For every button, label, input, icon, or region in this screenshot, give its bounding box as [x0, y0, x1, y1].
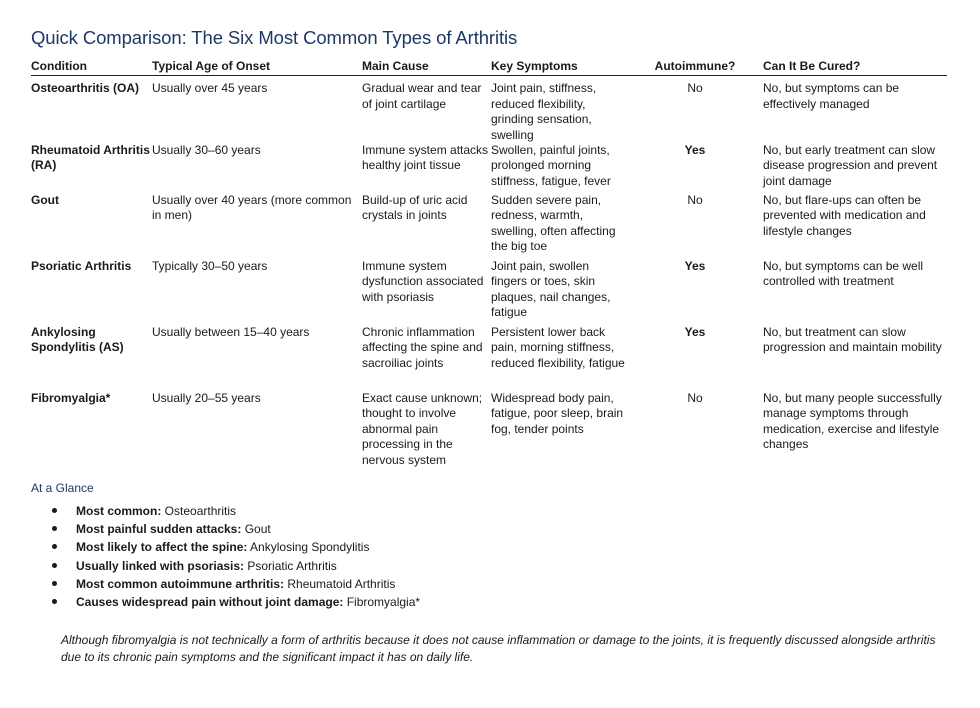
list-item	[52, 502, 420, 520]
bullet-icon	[52, 508, 57, 513]
column-header-cause: Main Cause	[362, 57, 491, 76]
bullet-icon	[52, 544, 57, 549]
cell-autoimmune: No	[687, 193, 703, 208]
comparison-table	[31, 57, 947, 468]
list-item-value: Osteoarthritis	[161, 504, 237, 518]
list-item-value: Rheumatoid Arthritis	[284, 576, 396, 591]
footnote: Although fibromyalgia is not technically a form of arthritis because it does not cause inflammation or damage to the joints, it is frequently discussed alongside arthritis due to its chronic pain symptoms and the significant impact it has on daily life.	[61, 633, 936, 664]
cell-condition: Ankylosing Spondylitis (AS)	[31, 325, 124, 355]
cell-symptoms: Sudden severe pain, redness, warmth, swelling, often affecting the big toe	[491, 193, 616, 254]
cell-cured: No, but symptoms can be effectively managed	[763, 81, 900, 111]
table-row	[31, 143, 947, 193]
table-row	[31, 193, 947, 259]
cell-cause: Exact cause unknown; thought to involve abnormal pain processing in the nervous system	[362, 391, 483, 467]
table-row	[31, 259, 947, 325]
cell-age: Usually 30–60 years	[152, 143, 261, 158]
cell-cause: Gradual wear and tear of joint cartilage	[362, 81, 482, 111]
cell-cause: Build-up of uric acid crystals in joints	[362, 193, 468, 223]
table-row	[31, 76, 947, 143]
cell-symptoms: Swollen, painful joints, prolonged morning stiffness, fatigue, fever	[491, 143, 611, 188]
column-header-autoimmune: Autoimmune?	[627, 57, 763, 76]
column-header-age: Typical Age of Onset	[152, 57, 362, 76]
cell-condition: Rheumatoid Arthritis (RA)	[31, 143, 150, 173]
bullet-icon	[52, 581, 57, 586]
list-item	[52, 575, 420, 593]
list-item-value: Ankylosing Spondylitis	[247, 540, 370, 555]
column-header-symptoms: Key Symptoms	[491, 57, 627, 76]
cell-symptoms: Persistent lower back pain, morning stiffness, reduced flexibility, fatigue	[491, 325, 625, 370]
cell-autoimmune: Yes	[684, 143, 706, 158]
list-item-label: Most common autoimmune arthritis:	[76, 576, 285, 591]
cell-age: Usually over 40 years (more common in men)	[152, 193, 352, 223]
list-item-label: Most common:	[76, 504, 162, 518]
cell-condition: Gout	[31, 193, 59, 208]
cell-age: Usually over 45 years	[152, 81, 268, 96]
at-a-glance-heading: At a Glance	[31, 481, 94, 495]
bullet-icon	[52, 526, 57, 531]
list-item-value: Psoriatic Arthritis	[244, 558, 337, 573]
cell-cured: No, but treatment can slow progression and maintain mobility	[763, 325, 942, 355]
cell-cured: No, but flare-ups can often be prevented with medication and lifestyle changes	[763, 193, 926, 238]
cell-cause: Immune system dysfunction associated with psoriasis	[362, 259, 484, 304]
at-a-glance-list	[52, 502, 420, 611]
cell-age: Typically 30–50 years	[152, 259, 268, 274]
list-item-label: Usually linked with psoriasis:	[76, 558, 245, 573]
list-item	[52, 593, 420, 611]
column-header-condition: Condition	[31, 57, 152, 76]
cell-symptoms: Joint pain, stiffness, reduced flexibility, grinding sensation, swelling	[491, 81, 597, 142]
cell-condition: Osteoarthritis (OA)	[31, 81, 140, 96]
cell-cured: No, but many people successfully manage symptoms through medication, exercise and lifestyle changes	[763, 391, 942, 452]
bullet-icon	[52, 599, 57, 604]
list-item-label: Most likely to affect the spine:	[76, 540, 248, 555]
bullet-icon	[52, 563, 57, 568]
list-item-value: Gout	[241, 522, 271, 537]
cell-condition: Fibromyalgia*	[31, 391, 111, 406]
table-row	[31, 391, 947, 468]
cell-age: Usually between 15–40 years	[152, 325, 310, 340]
list-item	[52, 557, 420, 575]
list-item	[52, 538, 420, 556]
cell-cured: No, but symptoms can be well controlled with treatment	[763, 259, 924, 289]
cell-symptoms: Widespread body pain, fatigue, poor sleep, brain fog, tender points	[491, 391, 624, 436]
cell-symptoms: Joint pain, swollen fingers or toes, skin plaques, nail changes, fatigue	[491, 259, 611, 320]
list-item	[52, 520, 420, 538]
cell-cured: No, but early treatment can slow disease progression and prevent joint damage	[763, 143, 938, 188]
list-item-label: Most painful sudden attacks:	[76, 522, 242, 537]
cell-autoimmune: No	[687, 81, 703, 96]
table-header-row	[31, 57, 947, 76]
list-item-value: Fibromyalgia*	[343, 595, 421, 610]
cell-cause: Immune system attacks healthy joint tissue	[362, 143, 489, 173]
column-header-cured: Can It Be Cured?	[763, 57, 947, 76]
cell-autoimmune: Yes	[684, 325, 706, 340]
list-item-label: Causes widespread pain without joint damage:	[76, 595, 344, 610]
cell-cause: Chronic inflammation affecting the spine and sacroiliac joints	[362, 325, 483, 370]
cell-autoimmune: Yes	[684, 259, 706, 274]
table-row	[31, 325, 947, 391]
cell-age: Usually 20–55 years	[152, 391, 261, 406]
cell-condition: Psoriatic Arthritis	[31, 259, 132, 274]
page-title: Quick Comparison: The Six Most Common Types of Arthritis	[31, 27, 518, 48]
cell-autoimmune: No	[687, 391, 703, 406]
